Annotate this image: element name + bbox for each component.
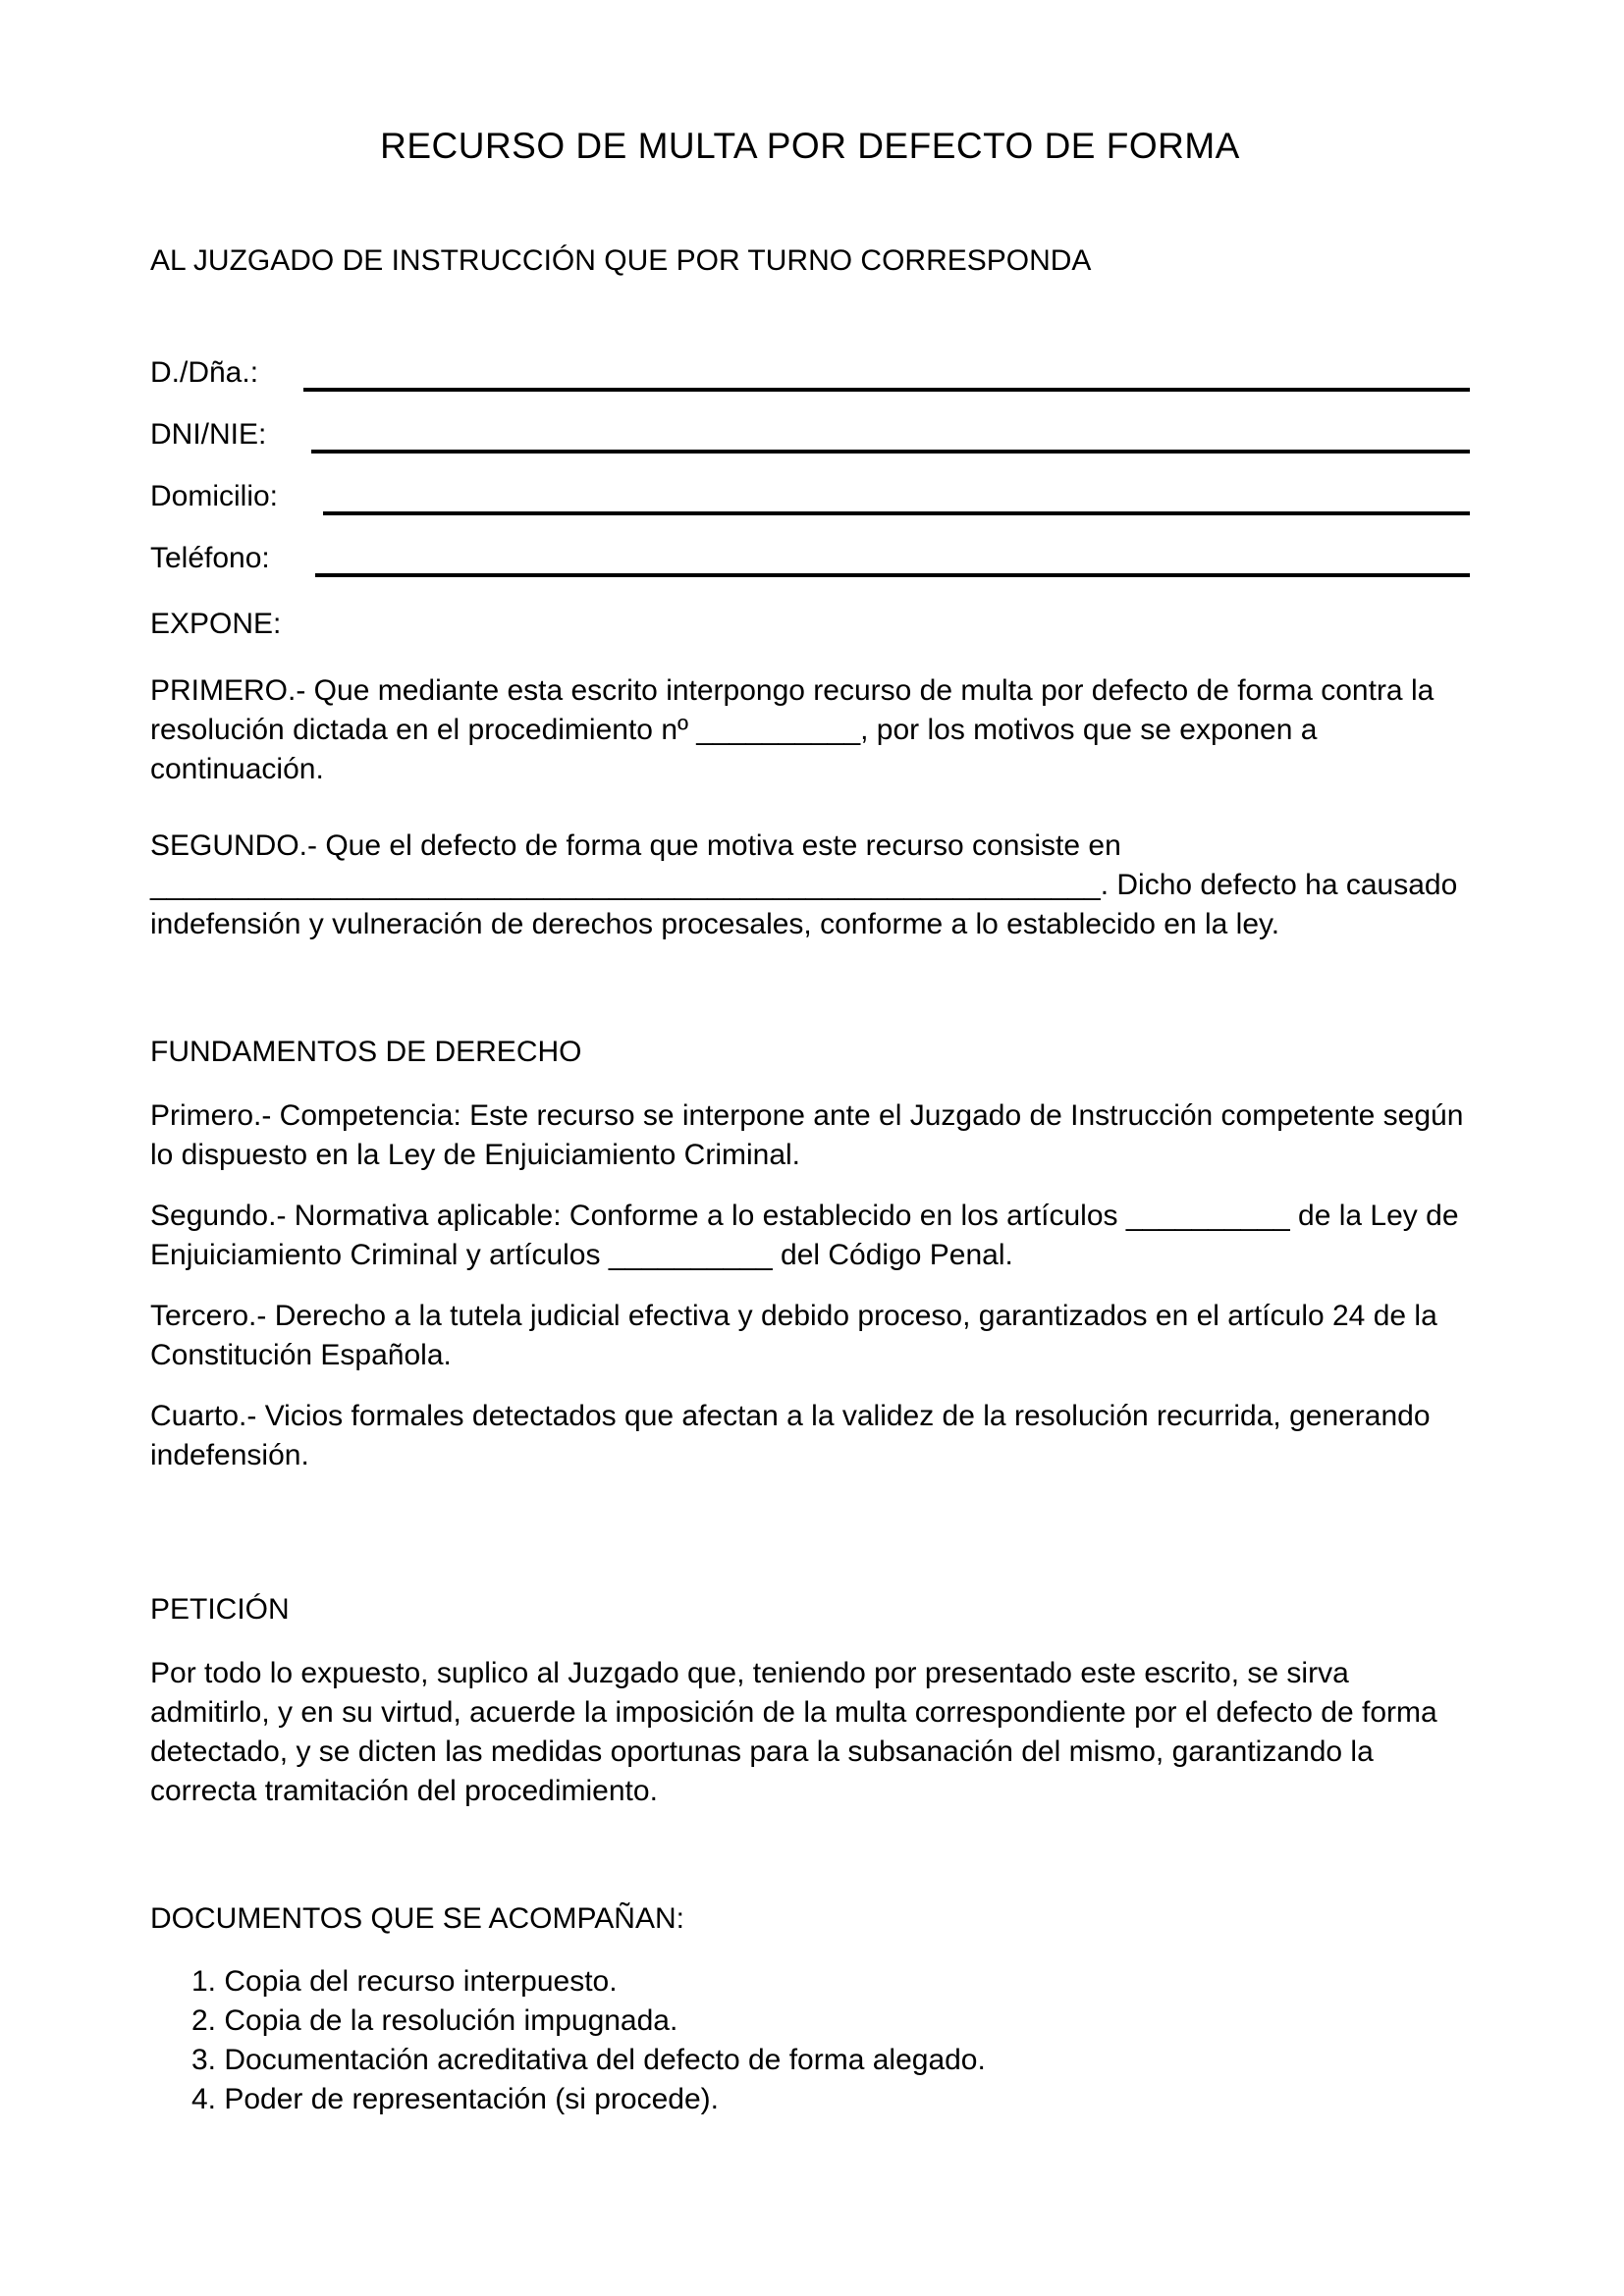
domicilio-field-blank-line	[323, 482, 1470, 515]
fundamentos-paragraph-segundo: Segundo.- Normativa aplicable: Conforme a lo establecido en los artículos __________ de la Ley de Enjuiciamiento Criminal y artículos __________ del Código Penal.	[150, 1200, 1459, 1271]
documentos-list-item: 3. Documentación acreditativa del defecto de forma alegado.	[191, 2044, 986, 2076]
documentos-list-item: 1. Copia del recurso interpuesto.	[191, 1965, 618, 1998]
field-row-telefono	[150, 515, 1470, 577]
expone-paragraph-primero: PRIMERO.- Que mediante esta escrito interpongo recurso de multa por defecto de forma contra la resolución dictada en el procedimiento nº __________, por los motivos que se exponen a continuación.	[150, 674, 1435, 785]
expone-paragraph-segundo: SEGUNDO.- Que el defecto de forma que motiva este recurso consiste en __________________________________________________________. Dicho defecto ha causado indefensión y vulneración de derechos procesales, conforme a lo establecido en la ley.	[150, 829, 1458, 940]
document-title: RECURSO DE MULTA POR DEFECTO DE FORMA	[380, 126, 1240, 166]
fundamentos-paragraph-tercero: Tercero.- Derecho a la tutela judicial efectiva y debido proceso, garantizados en el artículo 24 de la Constitución Española.	[150, 1300, 1437, 1371]
field-row-domicilio	[150, 454, 1470, 515]
documentos-list-item: 4. Poder de representación (si procede).	[191, 2083, 719, 2115]
identification-fields	[150, 330, 1470, 577]
expone-heading: EXPONE:	[150, 608, 282, 640]
fundamentos-paragraph-primero: Primero.- Competencia: Este recurso se interpone ante el Juzgado de Instrucción competente según lo dispuesto en la Ley de Enjuiciamiento Criminal.	[150, 1099, 1464, 1171]
peticion-body: Por todo lo expuesto, suplico al Juzgado que, teniendo por presentado este escrito, se sirva admitirlo, y en su virtud, acuerde la imposición de la multa correspondiente por el defecto de forma detectado, y se dicten las medidas oportunas para la subsanación del mismo, garantizando la correcta tramitación del procedimiento.	[150, 1657, 1437, 1807]
name-field-blank-line	[303, 358, 1470, 392]
dni-field-blank-line	[311, 420, 1470, 454]
field-row-dni	[150, 392, 1470, 454]
documentos-heading: DOCUMENTOS QUE SE ACOMPAÑAN:	[150, 1902, 684, 1935]
peticion-heading: PETICIÓN	[150, 1593, 290, 1626]
name-field-label: D./Dña.:	[150, 356, 259, 389]
fundamentos-paragraph-cuarto: Cuarto.- Vicios formales detectados que afectan a la validez de la resolución recurrida, generando indefensión.	[150, 1400, 1431, 1471]
fundamentos-heading: FUNDAMENTOS DE DERECHO	[150, 1036, 582, 1068]
field-row-name	[150, 330, 1470, 392]
telefono-field-label: Teléfono:	[150, 542, 270, 574]
addressee-line: AL JUZGADO DE INSTRUCCIÓN QUE POR TURNO CORRESPONDA	[150, 244, 1092, 277]
documentos-list	[150, 1962, 1470, 2119]
domicilio-field-label: Domicilio:	[150, 480, 279, 512]
documentos-list-item: 2. Copia de la resolución impugnada.	[191, 2004, 678, 2037]
dni-field-label: DNI/NIE:	[150, 418, 267, 451]
telefono-field-blank-line	[315, 544, 1470, 577]
